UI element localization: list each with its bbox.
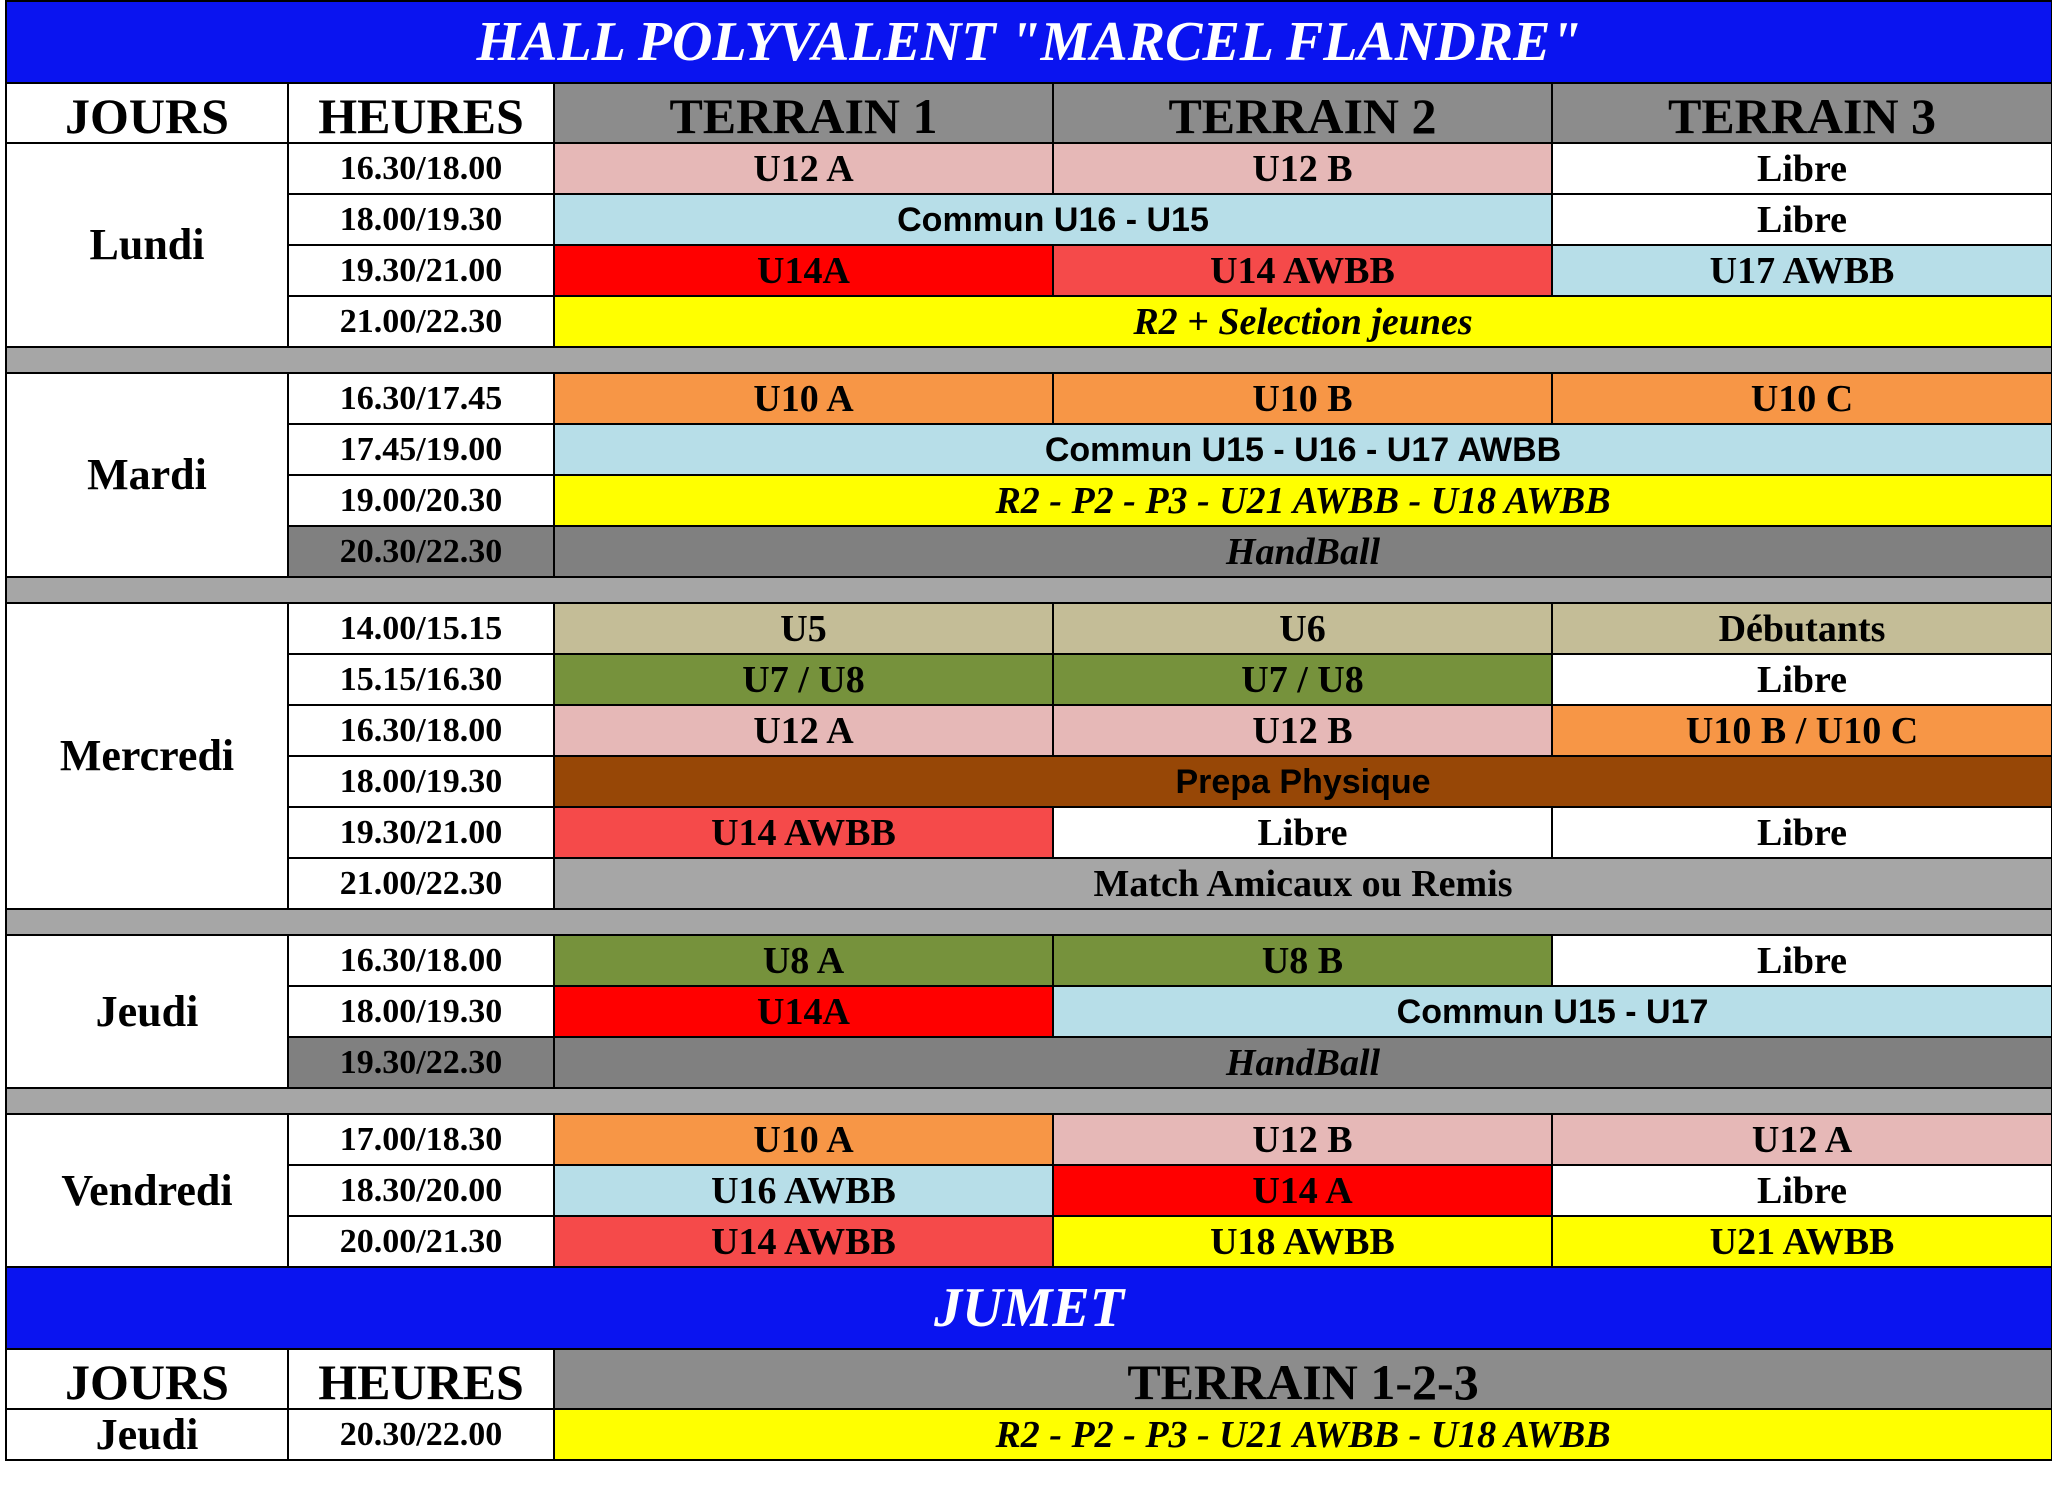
slot-cell[interactable]: U14A xyxy=(554,986,1053,1037)
slot-cell[interactable]: Commun U15 - U17 xyxy=(1053,986,2052,1037)
slot-cell[interactable]: U12 B xyxy=(1053,1114,1552,1165)
slot-cell[interactable]: U7 / U8 xyxy=(1053,654,1552,705)
slot-cell[interactable]: U14 AWBB xyxy=(554,807,1053,858)
time-cell[interactable]: 19.30/21.00 xyxy=(288,807,554,858)
time-cell[interactable]: 14.00/15.15 xyxy=(288,603,554,654)
time-cell[interactable]: 16.30/17.45 xyxy=(288,373,554,424)
schedule-table xyxy=(5,0,2052,1461)
slot-cell[interactable]: R2 + Selection jeunes xyxy=(554,296,2052,347)
slot-cell[interactable]: U10 A xyxy=(554,1114,1053,1165)
slot-cell[interactable]: Prepa Physique xyxy=(554,756,2052,807)
slot-cell[interactable]: Libre xyxy=(1552,194,2052,245)
day-separator xyxy=(6,1088,2052,1114)
jumet-header-heures[interactable]: HEURES xyxy=(288,1349,554,1409)
slot-cell[interactable]: R2 - P2 - P3 - U21 AWBB - U18 AWBB xyxy=(554,475,2052,526)
day-mercredi[interactable]: Mercredi xyxy=(6,603,288,909)
slot-cell[interactable]: Libre xyxy=(1552,935,2052,986)
header-terrain-3[interactable]: TERRAIN 3 xyxy=(1552,83,2052,143)
slot-cell[interactable]: U12 A xyxy=(1552,1114,2052,1165)
slot-cell[interactable]: U10 C xyxy=(1552,373,2052,424)
slot-cell[interactable]: U16 AWBB xyxy=(554,1165,1053,1216)
time-cell[interactable]: 19.30/22.30 xyxy=(288,1037,554,1088)
day-separator xyxy=(6,577,2052,603)
slot-cell[interactable]: U8 B xyxy=(1053,935,1552,986)
jumet-title[interactable]: JUMET xyxy=(6,1267,2052,1349)
slot-cell[interactable]: Débutants xyxy=(1552,603,2052,654)
time-cell[interactable]: 16.30/18.00 xyxy=(288,143,554,194)
slot-cell[interactable]: U14 AWBB xyxy=(554,1216,1053,1267)
time-cell[interactable]: 16.30/18.00 xyxy=(288,705,554,756)
slot-cell[interactable]: U12 A xyxy=(554,705,1053,756)
day-separator xyxy=(6,347,2052,373)
slot-cell[interactable]: U17 AWBB xyxy=(1552,245,2052,296)
slot-cell[interactable]: Match Amicaux ou Remis xyxy=(554,858,2052,909)
slot-cell[interactable]: Libre xyxy=(1552,807,2052,858)
slot-cell[interactable]: U12 A xyxy=(554,143,1053,194)
header-heures[interactable]: HEURES xyxy=(288,83,554,143)
header-jours[interactable]: JOURS xyxy=(6,83,288,143)
jumet-header-jours[interactable]: JOURS xyxy=(6,1349,288,1409)
time-cell[interactable]: 20.00/21.30 xyxy=(288,1216,554,1267)
slot-cell[interactable]: U10 B xyxy=(1053,373,1552,424)
time-cell[interactable]: 18.30/20.00 xyxy=(288,1165,554,1216)
header-terrain-1[interactable]: TERRAIN 1 xyxy=(554,83,1053,143)
time-cell[interactable]: 18.00/19.30 xyxy=(288,986,554,1037)
slot-cell[interactable]: R2 - P2 - P3 - U21 AWBB - U18 AWBB xyxy=(554,1409,2052,1460)
day-vendredi[interactable]: Vendredi xyxy=(6,1114,288,1267)
slot-cell[interactable]: Commun U15 - U16 - U17 AWBB xyxy=(554,424,2052,475)
time-cell[interactable]: 16.30/18.00 xyxy=(288,935,554,986)
jumet-header-terrain[interactable]: TERRAIN 1-2-3 xyxy=(554,1349,2052,1409)
slot-cell[interactable]: U14A xyxy=(554,245,1053,296)
slot-cell[interactable]: Libre xyxy=(1552,1165,2052,1216)
slot-cell[interactable]: U14 AWBB xyxy=(1053,245,1552,296)
time-cell[interactable]: 18.00/19.30 xyxy=(288,756,554,807)
slot-cell[interactable]: Libre xyxy=(1552,143,2052,194)
slot-cell[interactable]: U8 A xyxy=(554,935,1053,986)
day-separator xyxy=(6,909,2052,935)
slot-cell[interactable]: U6 xyxy=(1053,603,1552,654)
slot-cell[interactable]: U5 xyxy=(554,603,1053,654)
time-cell[interactable]: 20.30/22.00 xyxy=(288,1409,554,1460)
header-terrain-2[interactable]: TERRAIN 2 xyxy=(1053,83,1552,143)
time-cell[interactable]: 20.30/22.30 xyxy=(288,526,554,577)
jumet-day-jeudi[interactable]: Jeudi xyxy=(6,1409,288,1460)
slot-cell[interactable]: Libre xyxy=(1552,654,2052,705)
slot-cell[interactable]: HandBall xyxy=(554,526,2052,577)
slot-cell[interactable]: Libre xyxy=(1053,807,1552,858)
time-cell[interactable]: 19.00/20.30 xyxy=(288,475,554,526)
time-cell[interactable]: 18.00/19.30 xyxy=(288,194,554,245)
day-mardi[interactable]: Mardi xyxy=(6,373,288,577)
day-lundi[interactable]: Lundi xyxy=(6,143,288,347)
slot-cell[interactable]: U18 AWBB xyxy=(1053,1216,1552,1267)
slot-cell[interactable]: U10 A xyxy=(554,373,1053,424)
time-cell[interactable]: 21.00/22.30 xyxy=(288,858,554,909)
time-cell[interactable]: 21.00/22.30 xyxy=(288,296,554,347)
slot-cell[interactable]: HandBall xyxy=(554,1037,2052,1088)
time-cell[interactable]: 17.00/18.30 xyxy=(288,1114,554,1165)
time-cell[interactable]: 15.15/16.30 xyxy=(288,654,554,705)
slot-cell[interactable]: U14 A xyxy=(1053,1165,1552,1216)
time-cell[interactable]: 19.30/21.00 xyxy=(288,245,554,296)
slot-cell[interactable]: Commun U16 - U15 xyxy=(554,194,1552,245)
time-cell[interactable]: 17.45/19.00 xyxy=(288,424,554,475)
slot-cell[interactable]: U10 B / U10 C xyxy=(1552,705,2052,756)
slot-cell[interactable]: U12 B xyxy=(1053,705,1552,756)
hall-title[interactable]: HALL POLYVALENT "MARCEL FLANDRE" xyxy=(6,1,2052,83)
slot-cell[interactable]: U7 / U8 xyxy=(554,654,1053,705)
slot-cell[interactable]: U12 B xyxy=(1053,143,1552,194)
day-jeudi[interactable]: Jeudi xyxy=(6,935,288,1088)
slot-cell[interactable]: U21 AWBB xyxy=(1552,1216,2052,1267)
